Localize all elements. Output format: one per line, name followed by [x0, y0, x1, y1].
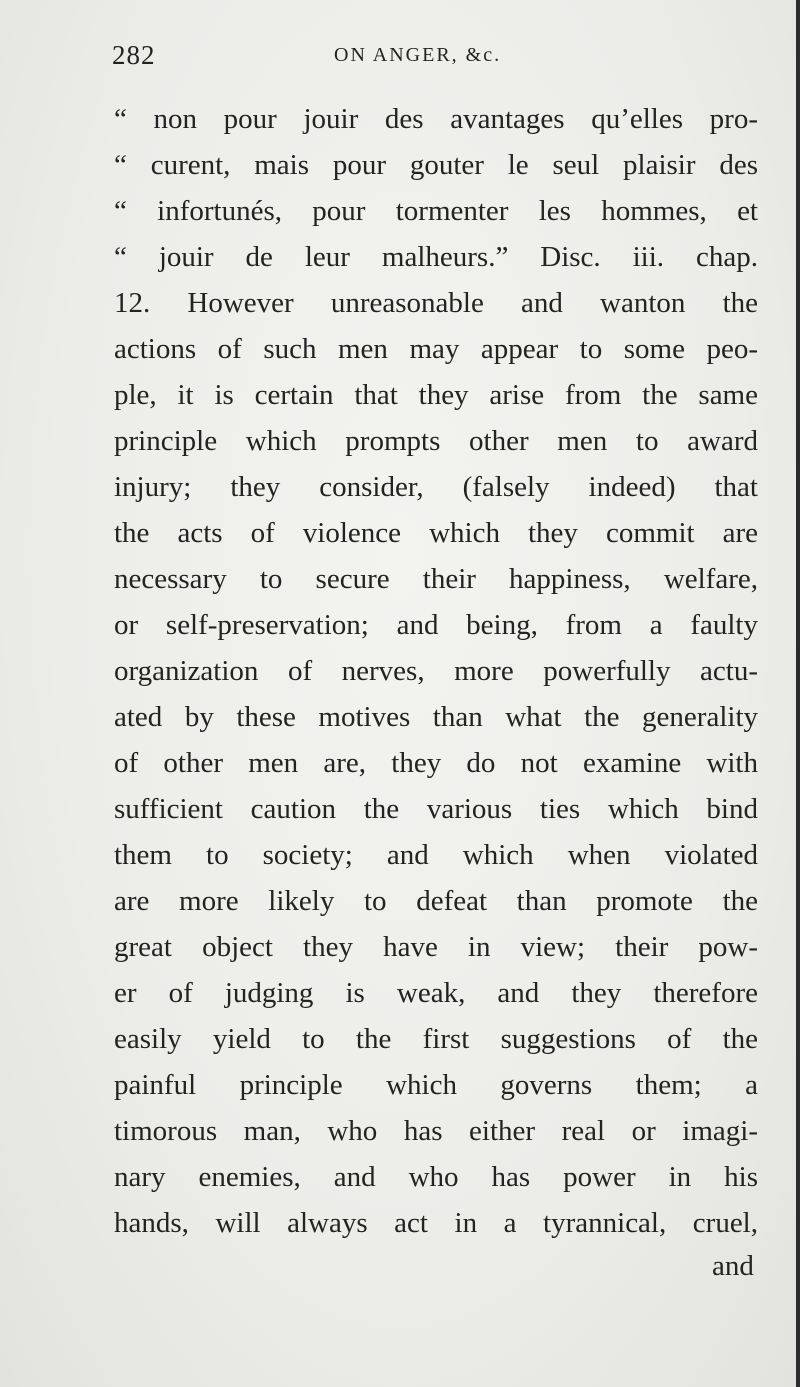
- body-text: [114, 96, 758, 1246]
- text-line: “ jouir de leur malheurs.” Disc. iii. chap.: [114, 241, 758, 273]
- text-line: ple, it is certain that they arise from the same: [114, 379, 758, 411]
- text-line: organization of nerves, more powerfully actu-: [114, 655, 758, 687]
- text-line: hands, will always act in a tyrannical, cruel,: [114, 1207, 758, 1239]
- text-line: injury; they consider, (falsely indeed) that: [114, 471, 758, 503]
- running-head: ON ANGER, &c.: [334, 44, 502, 66]
- text-line: or self-preservation; and being, from a faulty: [114, 609, 758, 641]
- text-line: sufficient caution the various ties which bind: [114, 793, 758, 825]
- catchword: and: [712, 1250, 754, 1282]
- text-line: “ non pour jouir des avantages qu’elles pro-: [114, 103, 758, 135]
- text-line: the acts of violence which they commit are: [114, 517, 758, 549]
- text-line: “ infortunés, pour tormenter les hommes, et: [114, 195, 758, 227]
- text-line: of other men are, they do not examine with: [114, 747, 758, 779]
- page-edge-shadow: [796, 0, 800, 1387]
- text-line: “ curent, mais pour gouter le seul plaisir des: [114, 149, 758, 181]
- text-line: actions of such men may appear to some peo-: [114, 333, 758, 365]
- text-line: principle which prompts other men to award: [114, 425, 758, 457]
- text-line: ated by these motives than what the generality: [114, 701, 758, 733]
- text-line: necessary to secure their happiness, welfare,: [114, 563, 758, 595]
- text-line: easily yield to the first suggestions of the: [114, 1023, 758, 1055]
- page-number: 282: [112, 40, 156, 70]
- text-line: painful principle which governs them; a: [114, 1069, 758, 1101]
- text-line: 12. However unreasonable and wanton the: [114, 287, 758, 319]
- text-line: er of judging is weak, and they therefore: [114, 977, 758, 1009]
- text-line: nary enemies, and who has power in his: [114, 1161, 758, 1193]
- text-line: great object they have in view; their pow-: [114, 931, 758, 963]
- text-line: timorous man, who has either real or imagi-: [114, 1115, 758, 1147]
- text-line: are more likely to defeat than promote the: [114, 885, 758, 917]
- text-line: them to society; and which when violated: [114, 839, 758, 871]
